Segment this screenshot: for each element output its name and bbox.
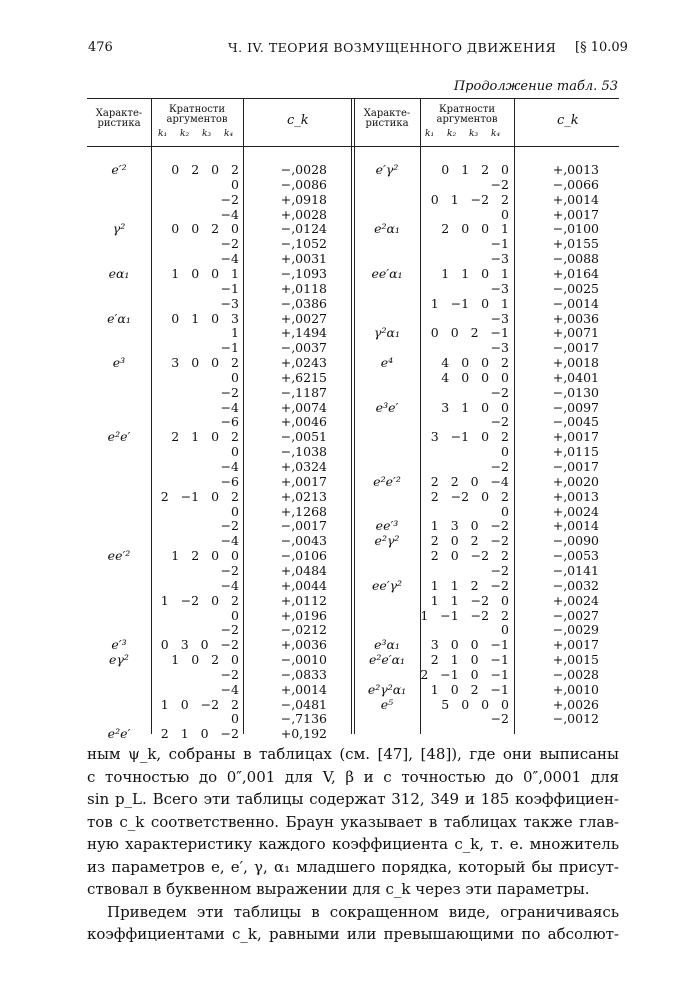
row-coefficient: −,0090 — [552, 533, 599, 549]
row-coefficient: +,0013 — [552, 162, 599, 177]
row-coefficient: −,0141 — [552, 562, 599, 578]
row-coefficient: −,1038 — [280, 444, 327, 460]
row-coefficient: +,0164 — [552, 265, 599, 281]
rule — [151, 98, 152, 734]
row-multiplicities: 1 0 2 0 — [171, 652, 239, 668]
row-coefficient: +,0046 — [280, 414, 327, 430]
row-multiplicities: 0 — [501, 444, 509, 460]
row-multiplicities: 0 — [231, 503, 239, 519]
row-coefficient: +,0017 — [280, 473, 327, 489]
row-multiplicities: 0 — [231, 711, 239, 727]
row-multiplicities: −3 — [490, 310, 509, 326]
row-coefficient: −,0097 — [552, 399, 599, 415]
row-coefficient: +,0017 — [552, 637, 599, 653]
table-header-rule — [87, 146, 619, 147]
row-multiplicities: 2 0 −2 2 — [430, 548, 509, 564]
row-multiplicities: 0 — [501, 503, 509, 519]
row-coefficient: −,0124 — [280, 221, 327, 237]
row-multiplicities: −2 — [490, 384, 509, 400]
row-multiplicities: −4 — [220, 681, 239, 697]
row-multiplicities: 0 1 0 3 — [171, 310, 239, 326]
row-multiplicities: 2 0 0 1 — [441, 221, 509, 237]
row-characteristic: e²α₁ — [374, 221, 400, 237]
row-coefficient: +,0014 — [552, 191, 599, 207]
row-multiplicities: 2 1 0 −2 — [160, 726, 239, 742]
row-multiplicities: −3 — [490, 280, 509, 296]
row-multiplicities: 0 0 2 0 — [171, 221, 239, 237]
row-multiplicities: 3 0 0 −1 — [430, 637, 509, 653]
text-line: ную характеристику каждого коэффициента c_k, т. е. множитель — [87, 835, 619, 853]
header-multiplicities — [420, 105, 514, 125]
row-coefficient: +,0918 — [280, 191, 327, 207]
row-coefficient: +,6215 — [280, 369, 327, 385]
table-continuation-caption: Продолжение табл. 53 — [453, 79, 618, 94]
k-label: k₃ — [202, 129, 212, 139]
row-multiplicities: 1 2 0 0 — [171, 548, 239, 564]
row-multiplicities: 0 — [501, 622, 509, 638]
row-multiplicities: −2 — [490, 562, 509, 578]
header-line: Характе- — [95, 108, 143, 119]
row-coefficient: +,0013 — [552, 488, 599, 504]
row-multiplicities: −2 — [220, 622, 239, 638]
header-coefficient: c_k — [557, 113, 579, 128]
row-multiplicities: −2 — [220, 562, 239, 578]
row-multiplicities: −4 — [220, 206, 239, 222]
row-coefficient: +,0026 — [552, 696, 599, 712]
row-multiplicities: −2 — [490, 176, 509, 192]
k-label: k₂ — [447, 129, 457, 139]
row-coefficient: −,0029 — [552, 622, 599, 638]
row-coefficient: +,0036 — [552, 310, 599, 326]
row-coefficient: +,0213 — [280, 488, 327, 504]
row-characteristic: e³ — [112, 355, 126, 371]
row-coefficient: +,0036 — [280, 637, 327, 653]
row-coefficient: +,0024 — [552, 503, 599, 519]
row-coefficient: −,0010 — [280, 652, 327, 668]
header-line: ристика — [97, 118, 141, 129]
row-coefficient: +,0074 — [280, 399, 327, 415]
running-title: Ч. IV. ТЕОРИЯ ВОЗМУЩЕННОГО ДВИЖЕНИЯ — [228, 40, 557, 55]
row-characteristic: γ²α₁ — [374, 325, 400, 341]
row-characteristic: e³e′ — [375, 399, 399, 415]
text-line: ствовал в буквенном выражении для c_k через эти параметры. — [87, 880, 590, 898]
row-characteristic: eα₁ — [108, 265, 130, 281]
row-multiplicities: 0 1 −2 2 — [430, 191, 509, 207]
row-multiplicities: 4 0 0 2 — [441, 355, 509, 371]
row-coefficient: −,1093 — [280, 265, 327, 281]
row-coefficient: +,0115 — [552, 444, 599, 460]
row-multiplicities: 0 — [231, 444, 239, 460]
k-label: k₁ — [158, 129, 168, 139]
row-coefficient: −,0028 — [280, 162, 327, 177]
row-coefficient: −,0014 — [552, 295, 599, 311]
row-coefficient: +,0024 — [552, 592, 599, 608]
row-multiplicities: 3 0 0 2 — [171, 355, 239, 371]
row-multiplicities: −1 — [490, 236, 509, 252]
row-multiplicities: −3 — [220, 295, 239, 311]
rule — [354, 98, 355, 734]
text-line: тов c_k соответственно. Браун указывает в таблицах также глав- — [87, 812, 619, 831]
row-coefficient: +,0015 — [552, 652, 599, 668]
row-multiplicities: 1 0 2 −1 — [430, 681, 509, 697]
row-coefficient: −,0100 — [552, 221, 599, 237]
header-line: ристика — [365, 118, 409, 129]
row-multiplicities: 2 2 0 −4 — [430, 473, 509, 489]
row-coefficient: +,0014 — [552, 518, 599, 534]
row-characteristic: ee′α₁ — [371, 265, 403, 281]
row-multiplicities: −2 — [220, 384, 239, 400]
text-line: с точностью до 0″,001 для V, β и с точностью до 0″,0001 для — [87, 767, 619, 786]
k-label: k₂ — [180, 129, 190, 139]
header-coefficient: c_k — [287, 113, 309, 128]
row-coefficient: +,0196 — [280, 607, 327, 623]
header-line: аргументов — [436, 114, 498, 125]
row-multiplicities: 1 1 2 −2 — [430, 577, 509, 593]
row-coefficient: +,0020 — [552, 473, 599, 489]
row-coefficient: +,0017 — [552, 206, 599, 222]
text-line: Приведем эти таблицы в сокращенном виде, ограничиваясь — [107, 902, 619, 921]
row-coefficient: −,7136 — [280, 711, 327, 727]
row-multiplicities: 0 1 2 0 — [441, 162, 509, 177]
header-characteristic — [87, 109, 151, 129]
row-coefficient: +,0027 — [280, 310, 327, 326]
row-coefficient: +,0028 — [280, 206, 327, 222]
row-coefficient: −,0025 — [552, 280, 599, 296]
row-coefficient: −,0012 — [552, 711, 599, 727]
header-line: Кратности — [438, 104, 496, 115]
row-coefficient: +,0484 — [280, 562, 327, 578]
row-multiplicities: −2 — [220, 666, 239, 682]
row-coefficient: −,0386 — [280, 295, 327, 311]
section-number: [§ 10.09 — [575, 40, 628, 55]
row-multiplicities: 0 3 0 −2 — [160, 637, 239, 653]
text-line: из параметров e, e′, γ, α₁ младшего порядка, который бы присут- — [87, 857, 619, 876]
row-multiplicities: 2 −1 0 2 — [160, 488, 239, 504]
row-multiplicities: −4 — [220, 577, 239, 593]
row-multiplicities: 0 2 0 2 — [171, 162, 239, 177]
row-coefficient: +,0155 — [552, 236, 599, 252]
row-characteristic: e²γ² — [374, 533, 400, 549]
row-coefficient: −,0027 — [552, 607, 599, 623]
row-coefficient: +,0044 — [280, 577, 327, 593]
row-coefficient: −,0043 — [280, 533, 327, 549]
table-top-rule — [87, 98, 619, 99]
row-multiplicities: 0 0 2 −1 — [430, 325, 509, 341]
row-coefficient: +0,192 — [280, 726, 327, 742]
row-coefficient: +,0017 — [552, 429, 599, 445]
row-characteristic: e⁴ — [380, 355, 394, 371]
row-multiplicities: 0 — [501, 206, 509, 222]
rule — [420, 98, 421, 734]
row-multiplicities: −2 — [490, 414, 509, 430]
row-multiplicities: −6 — [220, 473, 239, 489]
row-coefficient: −,0051 — [280, 429, 327, 445]
row-multiplicities: 1 −1 −2 2 — [420, 607, 509, 623]
text-line: коэффициентами c_k, равными или превышающими по абсолют- — [87, 925, 619, 943]
row-multiplicities: 1 −1 0 1 — [430, 295, 509, 311]
row-coefficient: −,0045 — [552, 414, 599, 430]
row-characteristic: e²e′ — [107, 726, 131, 742]
row-multiplicities: 1 1 −2 0 — [430, 592, 509, 608]
row-coefficient: +,0112 — [280, 592, 327, 608]
row-multiplicities: −4 — [220, 533, 239, 549]
row-characteristic: e³α₁ — [374, 637, 400, 653]
row-coefficient: +,0324 — [280, 459, 327, 474]
row-multiplicities: −1 — [220, 280, 239, 296]
rule — [243, 98, 244, 734]
row-multiplicities: 3 −1 0 2 — [430, 429, 509, 445]
row-coefficient: −,0017 — [552, 459, 599, 474]
header-characteristic — [354, 109, 420, 129]
row-coefficient: −,0037 — [280, 340, 327, 356]
row-multiplicities: 2 1 0 −1 — [430, 652, 509, 668]
row-coefficient: +,1494 — [280, 325, 327, 341]
row-coefficient: +,0118 — [280, 280, 327, 296]
row-coefficient: −,0017 — [280, 518, 327, 534]
row-multiplicities: 1 −2 0 2 — [160, 592, 239, 608]
header-line: Характе- — [363, 108, 411, 119]
row-coefficient: −,0130 — [552, 384, 599, 400]
header-line: аргументов — [166, 114, 228, 125]
row-multiplicities: 1 — [231, 325, 239, 341]
row-coefficient: +,0014 — [280, 681, 327, 697]
row-coefficient: −,0088 — [552, 251, 599, 267]
text-line: sin p_L. Всего эти таблицы содержат 312, 349 и 185 коэффициен- — [87, 790, 619, 808]
row-characteristic: e′³ — [111, 637, 127, 653]
header-multiplicities — [151, 105, 243, 125]
row-characteristic: e²γ²α₁ — [367, 681, 407, 697]
row-multiplicities: −2 — [220, 518, 239, 534]
row-coefficient: −,0212 — [280, 622, 327, 638]
row-multiplicities: −3 — [490, 340, 509, 356]
row-multiplicities: −6 — [220, 414, 239, 430]
row-multiplicities: −3 — [490, 251, 509, 267]
row-multiplicities: −4 — [220, 251, 239, 267]
row-coefficient: −,0032 — [552, 577, 599, 593]
row-coefficient: −,1187 — [280, 384, 327, 400]
row-coefficient: +,0018 — [552, 355, 599, 371]
row-multiplicities: 2 1 0 2 — [171, 429, 239, 445]
row-multiplicities: −4 — [220, 459, 239, 474]
row-multiplicities: 2 −1 0 −1 — [420, 666, 509, 682]
row-multiplicities: −2 — [490, 711, 509, 727]
row-multiplicities: 0 — [231, 369, 239, 385]
row-multiplicities: −1 — [220, 340, 239, 356]
row-multiplicities: 2 −2 0 2 — [430, 488, 509, 504]
row-multiplicities: −2 — [220, 191, 239, 207]
row-multiplicities: −2 — [220, 236, 239, 252]
row-multiplicities: 1 0 0 1 — [171, 265, 239, 281]
row-characteristic: e²e′² — [373, 473, 401, 489]
rule — [514, 98, 515, 734]
row-multiplicities: −2 — [490, 459, 509, 474]
row-coefficient: +,0243 — [280, 355, 327, 371]
row-coefficient: +,0031 — [280, 251, 327, 267]
page-number: 476 — [88, 40, 113, 55]
text-line: ным ψ_k, собраны в таблицах (см. [47], [48]), где они выписаны — [87, 745, 619, 763]
row-characteristic: e²e′ — [107, 429, 131, 445]
row-coefficient: −,0066 — [552, 176, 599, 192]
k-label: k₄ — [224, 129, 234, 139]
row-characteristic: eγ² — [109, 652, 129, 668]
row-coefficient: −,0053 — [552, 548, 599, 564]
row-characteristic: e′γ² — [375, 162, 399, 177]
k-label: k₁ — [425, 129, 435, 139]
row-coefficient: −,0086 — [280, 176, 327, 192]
coefficient-table — [87, 98, 619, 742]
row-coefficient: −,0106 — [280, 548, 327, 564]
row-characteristic: ee′γ² — [371, 577, 403, 593]
row-coefficient: +,1268 — [280, 503, 327, 519]
row-coefficient: −,1052 — [280, 236, 327, 252]
rule — [351, 98, 352, 734]
row-multiplicities: 2 0 2 −2 — [430, 533, 509, 549]
row-characteristic: ee′³ — [375, 518, 399, 534]
row-coefficient: −,0028 — [552, 666, 599, 682]
row-coefficient: +,0010 — [552, 681, 599, 697]
row-coefficient: +,0401 — [552, 369, 599, 385]
row-multiplicities: 1 0 −2 2 — [160, 696, 239, 712]
row-coefficient: −,0017 — [552, 340, 599, 356]
header-line: Кратности — [168, 104, 226, 115]
k-label: k₄ — [491, 129, 501, 139]
row-multiplicities: 1 3 0 −2 — [430, 518, 509, 534]
row-multiplicities: −4 — [220, 399, 239, 415]
row-multiplicities: 0 — [231, 176, 239, 192]
row-characteristic: ee′² — [107, 548, 131, 564]
row-multiplicities: 3 1 0 0 — [441, 399, 509, 415]
body-text — [87, 743, 619, 946]
row-multiplicities: 5 0 0 0 — [441, 696, 509, 712]
row-coefficient: −,0833 — [280, 666, 327, 682]
row-characteristic: e²e′α₁ — [368, 652, 406, 668]
row-multiplicities: 4 0 0 0 — [441, 369, 509, 385]
row-coefficient: −,0481 — [280, 696, 327, 712]
row-coefficient: +,0071 — [552, 325, 599, 341]
row-characteristic: γ² — [112, 221, 126, 237]
row-characteristic: e⁵ — [380, 696, 394, 712]
row-characteristic: e′α₁ — [107, 310, 131, 326]
k-label: k₃ — [469, 129, 479, 139]
row-multiplicities: 0 — [231, 607, 239, 623]
row-multiplicities: 1 1 0 1 — [441, 265, 509, 281]
row-characteristic: e′² — [111, 162, 127, 177]
